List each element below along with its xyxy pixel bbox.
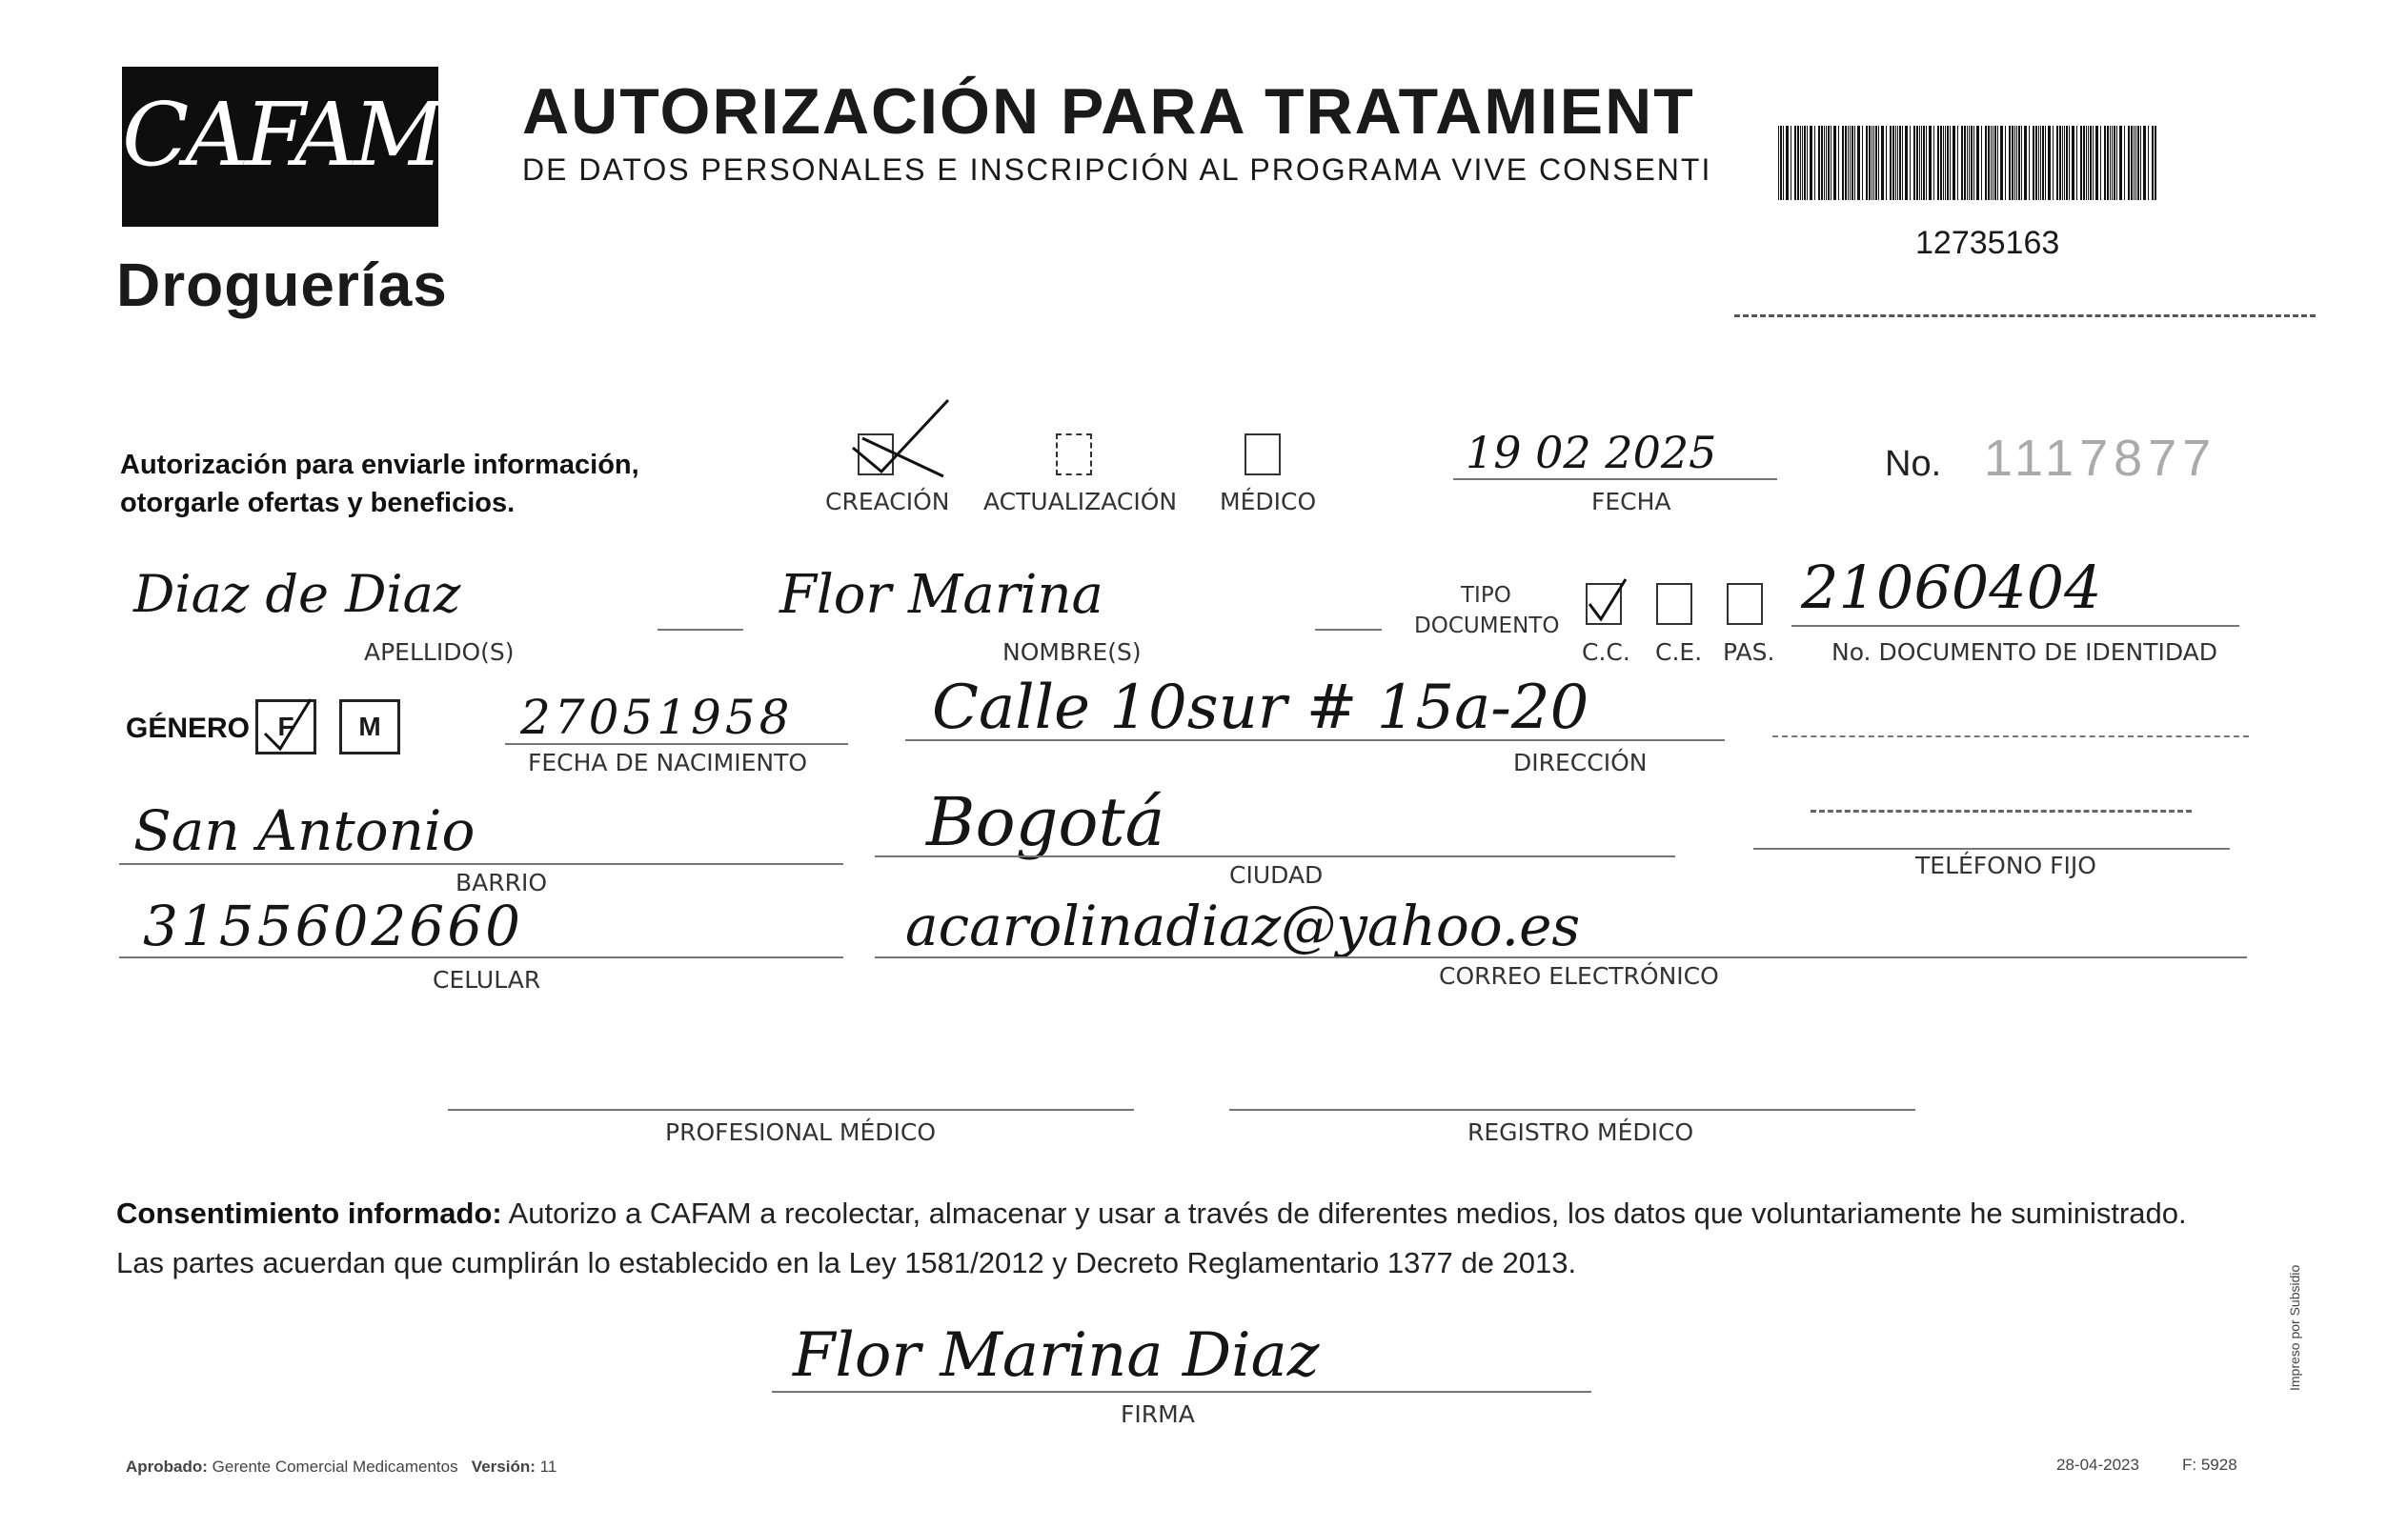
creacion-label: CREACIÓN bbox=[825, 488, 950, 515]
barcode-bar bbox=[2110, 126, 2111, 200]
barcode-bar bbox=[2128, 126, 2130, 200]
barcode-bar bbox=[1869, 126, 1871, 200]
barcode-bar bbox=[1821, 126, 1823, 200]
barcode-bar bbox=[2080, 126, 2082, 200]
barcode-bar bbox=[1964, 126, 1966, 200]
barcode-bar bbox=[1886, 126, 1887, 200]
barcode-bar bbox=[2066, 126, 2068, 200]
direccion-line-extra bbox=[1772, 735, 2249, 737]
barcode-bar bbox=[1997, 126, 1998, 200]
barcode-bar bbox=[1818, 126, 1820, 200]
barcode-bar bbox=[2014, 126, 2015, 200]
barcode-bar bbox=[1921, 126, 1922, 200]
barcode-image bbox=[1778, 126, 2159, 200]
firma-label: FIRMA bbox=[1121, 1400, 1195, 1428]
ce-label: C.E. bbox=[1655, 638, 1703, 666]
barcode-number: 12735163 bbox=[1915, 225, 2060, 261]
barcode-bar bbox=[2148, 126, 2149, 200]
fecha-nacimiento-value: 27051958 bbox=[520, 690, 794, 745]
barcode-bar bbox=[1957, 126, 1958, 200]
barcode-bar bbox=[2131, 126, 2133, 200]
barcode-bar bbox=[2155, 126, 2156, 200]
barcode-bar bbox=[1937, 126, 1939, 200]
genero-label: GÉNERO bbox=[126, 713, 251, 744]
direccion-line bbox=[905, 739, 1725, 741]
barcode-bar bbox=[2114, 126, 2115, 200]
barcode-bar bbox=[1940, 126, 1942, 200]
direccion-label: DIRECCIÓN bbox=[1513, 749, 1648, 776]
barcode-bar bbox=[1854, 126, 1855, 200]
consent-text bbox=[116, 1189, 2270, 1288]
divider bbox=[1734, 314, 2316, 317]
barcode-bar bbox=[1899, 126, 1901, 200]
barcode-bar bbox=[1814, 126, 1815, 200]
barcode-bar bbox=[2053, 126, 2054, 200]
barcode-bar bbox=[1800, 126, 1801, 200]
telefono-label: TELÉFONO FIJO bbox=[1915, 852, 2096, 879]
barcode-bar bbox=[1950, 126, 1951, 200]
nombres-line bbox=[1315, 629, 1382, 631]
barcode-bar bbox=[2024, 126, 2027, 200]
barcode-bar bbox=[1786, 126, 1789, 200]
firma-value: Flor Marina Diaz bbox=[793, 1320, 1320, 1391]
consent-body-1: Autorizo a CAFAM a recolectar, almacenar y usar a través de diferentes medios, los datos que voluntariamente he suministrado. bbox=[508, 1197, 2187, 1230]
barcode-bar bbox=[1833, 126, 1836, 200]
fecha-value: 19 02 2025 bbox=[1466, 427, 1717, 478]
barcode-bar bbox=[1802, 126, 1803, 200]
barcode-bar bbox=[1961, 126, 1963, 200]
barcode-bar bbox=[2038, 126, 2039, 200]
nombres-value: Flor Marina bbox=[779, 564, 1103, 626]
consent-line-1 bbox=[116, 1189, 2270, 1238]
barcode-bar bbox=[2086, 126, 2087, 200]
documento-label: No. DOCUMENTO DE IDENTIDAD bbox=[1831, 638, 2218, 666]
registro-line bbox=[1229, 1109, 1915, 1111]
barcode-bar bbox=[1881, 126, 1884, 200]
barcode-bar bbox=[1845, 126, 1847, 200]
barcode-bar bbox=[1923, 126, 1925, 200]
barcode-bar bbox=[2016, 126, 2017, 200]
correo-value: acarolinadiaz@yahoo.es bbox=[905, 894, 1581, 958]
barcode-bar bbox=[2083, 126, 2085, 200]
barcode-bar bbox=[2029, 126, 2030, 200]
barcode-bar bbox=[2033, 126, 2034, 200]
barcode-bar bbox=[2042, 126, 2044, 200]
documento-line bbox=[1791, 625, 2239, 627]
barcode-bar bbox=[2104, 126, 2106, 200]
barcode-bar bbox=[1897, 126, 1898, 200]
barcode-bar bbox=[1947, 126, 1949, 200]
gender-f-label: F bbox=[277, 712, 294, 741]
side-text: Impreso por Subsidio bbox=[2287, 1264, 2302, 1391]
ciudad-label: CIUDAD bbox=[1229, 861, 1324, 889]
tipo-label-1: TIPO bbox=[1461, 583, 1511, 608]
direccion-value: Calle 10sur # 15a-20 bbox=[932, 673, 1589, 743]
barcode-bar bbox=[1991, 126, 1992, 200]
barrio-line bbox=[119, 863, 843, 865]
barcode-bar bbox=[1929, 126, 1932, 200]
barcode-bar bbox=[1919, 126, 1920, 200]
barcode-bar bbox=[2005, 126, 2006, 200]
barcode-bar bbox=[2062, 126, 2063, 200]
barcode-bar bbox=[2059, 126, 2061, 200]
barcode-bar bbox=[1857, 126, 1860, 200]
form-number: 1117877 bbox=[1984, 430, 2217, 487]
fecha-nacimiento-line bbox=[505, 743, 848, 745]
barcode-bar bbox=[2056, 126, 2058, 200]
ciudad-value: Bogotá bbox=[926, 783, 1165, 861]
barcode-bar bbox=[2048, 126, 2051, 200]
barcode-bar bbox=[2069, 126, 2070, 200]
gender-m-label: M bbox=[358, 712, 381, 741]
barcode-bar bbox=[1828, 126, 1830, 200]
barcode-bar bbox=[1895, 126, 1896, 200]
barcode-bar bbox=[1943, 126, 1944, 200]
gender-m-box[interactable] bbox=[339, 699, 400, 754]
barcode-bar bbox=[2088, 126, 2089, 200]
cc-label: C.C. bbox=[1582, 638, 1630, 666]
barcode-bar bbox=[2134, 126, 2135, 200]
barcode-bar bbox=[2000, 126, 2003, 200]
footer-date: 28-04-2023 bbox=[2056, 1456, 2139, 1474]
barcode-bar bbox=[1875, 126, 1877, 200]
medico-checkbox[interactable] bbox=[1244, 433, 1281, 475]
barcode-bar bbox=[1794, 126, 1796, 200]
authorization-intro-line1: Autorización para enviarle información, bbox=[120, 450, 639, 480]
barcode-bar bbox=[2072, 126, 2074, 200]
version-value: 11 bbox=[539, 1458, 557, 1476]
barcode-bar bbox=[1878, 126, 1879, 200]
barcode-bar bbox=[1826, 126, 1827, 200]
footer-left bbox=[126, 1458, 556, 1477]
barcode-bar bbox=[2045, 126, 2046, 200]
apellidos-value: Diaz de Diaz bbox=[133, 564, 461, 624]
number-label: No. bbox=[1885, 444, 1942, 484]
barcode-bar bbox=[1994, 126, 1996, 200]
barcode-bar bbox=[1778, 126, 1779, 200]
barcode-bar bbox=[2021, 126, 2022, 200]
actualizacion-checkbox[interactable] bbox=[1056, 433, 1092, 475]
celular-label: CELULAR bbox=[433, 966, 541, 994]
checkmark-icon bbox=[259, 695, 316, 754]
barcode-bar bbox=[1804, 126, 1806, 200]
barcode-bar bbox=[2135, 126, 2136, 200]
celular-line bbox=[119, 956, 843, 958]
barcode-bar bbox=[1985, 126, 1987, 200]
consent-body-2: Las partes acuerdan que cumplirán lo establecido en la Ley 1581/2012 y Decreto Reglamentario 1377 de 2013. bbox=[116, 1246, 1577, 1279]
logo-text: CAFAM bbox=[122, 84, 440, 186]
barcode-bar bbox=[2090, 126, 2092, 200]
aprobado-label: Aprobado: bbox=[126, 1458, 208, 1476]
firma-line bbox=[772, 1391, 1591, 1393]
celular-value: 3155602660 bbox=[143, 894, 524, 958]
nombres-label: NOMBRE(S) bbox=[1002, 638, 1142, 666]
barcode-bar bbox=[2040, 126, 2041, 200]
tipo-label-2: DOCUMENTO bbox=[1414, 614, 1560, 638]
ce-checkbox[interactable] bbox=[1656, 583, 1692, 625]
barcode-bar bbox=[1973, 126, 1974, 200]
apellidos-line bbox=[658, 629, 743, 631]
barcode-bar bbox=[1862, 126, 1863, 200]
barcode-bar bbox=[1905, 126, 1908, 200]
consent-heading: Consentimiento informado: bbox=[116, 1197, 502, 1230]
barcode-bar bbox=[2018, 126, 2020, 200]
barcode-bar bbox=[2095, 126, 2098, 200]
barcode-bar bbox=[2116, 126, 2117, 200]
barcode-bar bbox=[1953, 126, 1955, 200]
barcode-bar bbox=[2093, 126, 2094, 200]
barcode-bar bbox=[1824, 126, 1825, 200]
form-subtitle: DE DATOS PERSONALES E INSCRIPCIÓN AL PROGRAMA VIVE CONSENTI bbox=[522, 152, 1712, 187]
barcode-bar bbox=[1780, 126, 1782, 200]
barcode-bar bbox=[2140, 126, 2141, 200]
barcode-bar bbox=[1838, 126, 1839, 200]
profesional-line bbox=[448, 1109, 1134, 1111]
barcode-bar bbox=[2035, 126, 2037, 200]
ciudad-line bbox=[875, 855, 1675, 857]
brand-subtitle: Droguerías bbox=[116, 251, 448, 319]
barcode-bar bbox=[1969, 126, 1970, 200]
barcode-bar bbox=[1890, 126, 1892, 200]
fecha-line bbox=[1453, 478, 1777, 480]
barcode-bar bbox=[2107, 126, 2109, 200]
barcode-bar bbox=[1902, 126, 1903, 200]
barcode-bar bbox=[1988, 126, 1990, 200]
barcode-bar bbox=[2119, 126, 2122, 200]
barcode-bar bbox=[1783, 126, 1784, 200]
barcode-bar bbox=[1910, 126, 1911, 200]
barcode-bar bbox=[2012, 126, 2013, 200]
barcode-bar bbox=[1892, 126, 1894, 200]
barcode-bar bbox=[1926, 126, 1927, 200]
barcode-bar bbox=[2064, 126, 2065, 200]
barrio-value: San Antonio bbox=[133, 798, 476, 863]
barcode-bar bbox=[1842, 126, 1844, 200]
version-label: Versión: bbox=[471, 1458, 536, 1476]
barcode-bar bbox=[1848, 126, 1849, 200]
barcode-bar bbox=[2124, 126, 2125, 200]
barcode-bar bbox=[1873, 126, 1874, 200]
pas-label: PAS. bbox=[1723, 638, 1775, 666]
registro-label: REGISTRO MÉDICO bbox=[1467, 1118, 1694, 1146]
barcode-bar bbox=[1852, 126, 1853, 200]
barcode-bar bbox=[1916, 126, 1918, 200]
footer-form-code: F: 5928 bbox=[2182, 1456, 2237, 1474]
telefono-line bbox=[1753, 848, 2230, 850]
barcode-bar bbox=[1976, 126, 1979, 200]
barcode-bar bbox=[2143, 126, 2146, 200]
correo-label: CORREO ELECTRÓNICO bbox=[1439, 962, 1719, 990]
apellidos-label: APELLIDO(S) bbox=[364, 638, 515, 666]
aprobado-value: Gerente Comercial Medicamentos bbox=[212, 1458, 458, 1476]
barcode-bar bbox=[1945, 126, 1946, 200]
barcode-bar bbox=[1971, 126, 1973, 200]
barcode-bar bbox=[2137, 126, 2139, 200]
barcode-bar bbox=[2112, 126, 2113, 200]
checkmark-icon bbox=[1582, 575, 1629, 625]
fecha-label: FECHA bbox=[1591, 488, 1671, 515]
telefono-scribble bbox=[1811, 810, 2192, 813]
barcode-bar bbox=[2100, 126, 2101, 200]
barcode-bar bbox=[1933, 126, 1934, 200]
actualizacion-label: ACTUALIZACIÓN bbox=[983, 488, 1178, 515]
fecha-nacimiento-label: FECHA DE NACIMIENTO bbox=[528, 749, 808, 776]
barcode-bar bbox=[1797, 126, 1799, 200]
medico-label: MÉDICO bbox=[1220, 488, 1317, 515]
profesional-label: PROFESIONAL MÉDICO bbox=[665, 1118, 937, 1146]
documento-value: 21060404 bbox=[1801, 553, 2102, 622]
form-title: AUTORIZACIÓN PARA TRATAMIENT bbox=[522, 75, 1695, 148]
barcode-bar bbox=[1807, 126, 1808, 200]
barcode-bar bbox=[1866, 126, 1868, 200]
barrio-label: BARRIO bbox=[455, 869, 548, 896]
barcode-bar bbox=[2076, 126, 2077, 200]
correo-line bbox=[875, 956, 2247, 958]
barcode-bar bbox=[1913, 126, 1915, 200]
barcode-bar bbox=[2152, 126, 2154, 200]
barcode-bar bbox=[1981, 126, 1982, 200]
authorization-intro-line2: otorgarle ofertas y beneficios. bbox=[120, 488, 516, 518]
checkmark-icon bbox=[843, 395, 958, 491]
barcode-bar bbox=[1850, 126, 1851, 200]
barcode-bar bbox=[1810, 126, 1812, 200]
barcode-bar bbox=[2009, 126, 2011, 200]
barcode-bar bbox=[1967, 126, 1968, 200]
pas-checkbox[interactable] bbox=[1727, 583, 1763, 625]
